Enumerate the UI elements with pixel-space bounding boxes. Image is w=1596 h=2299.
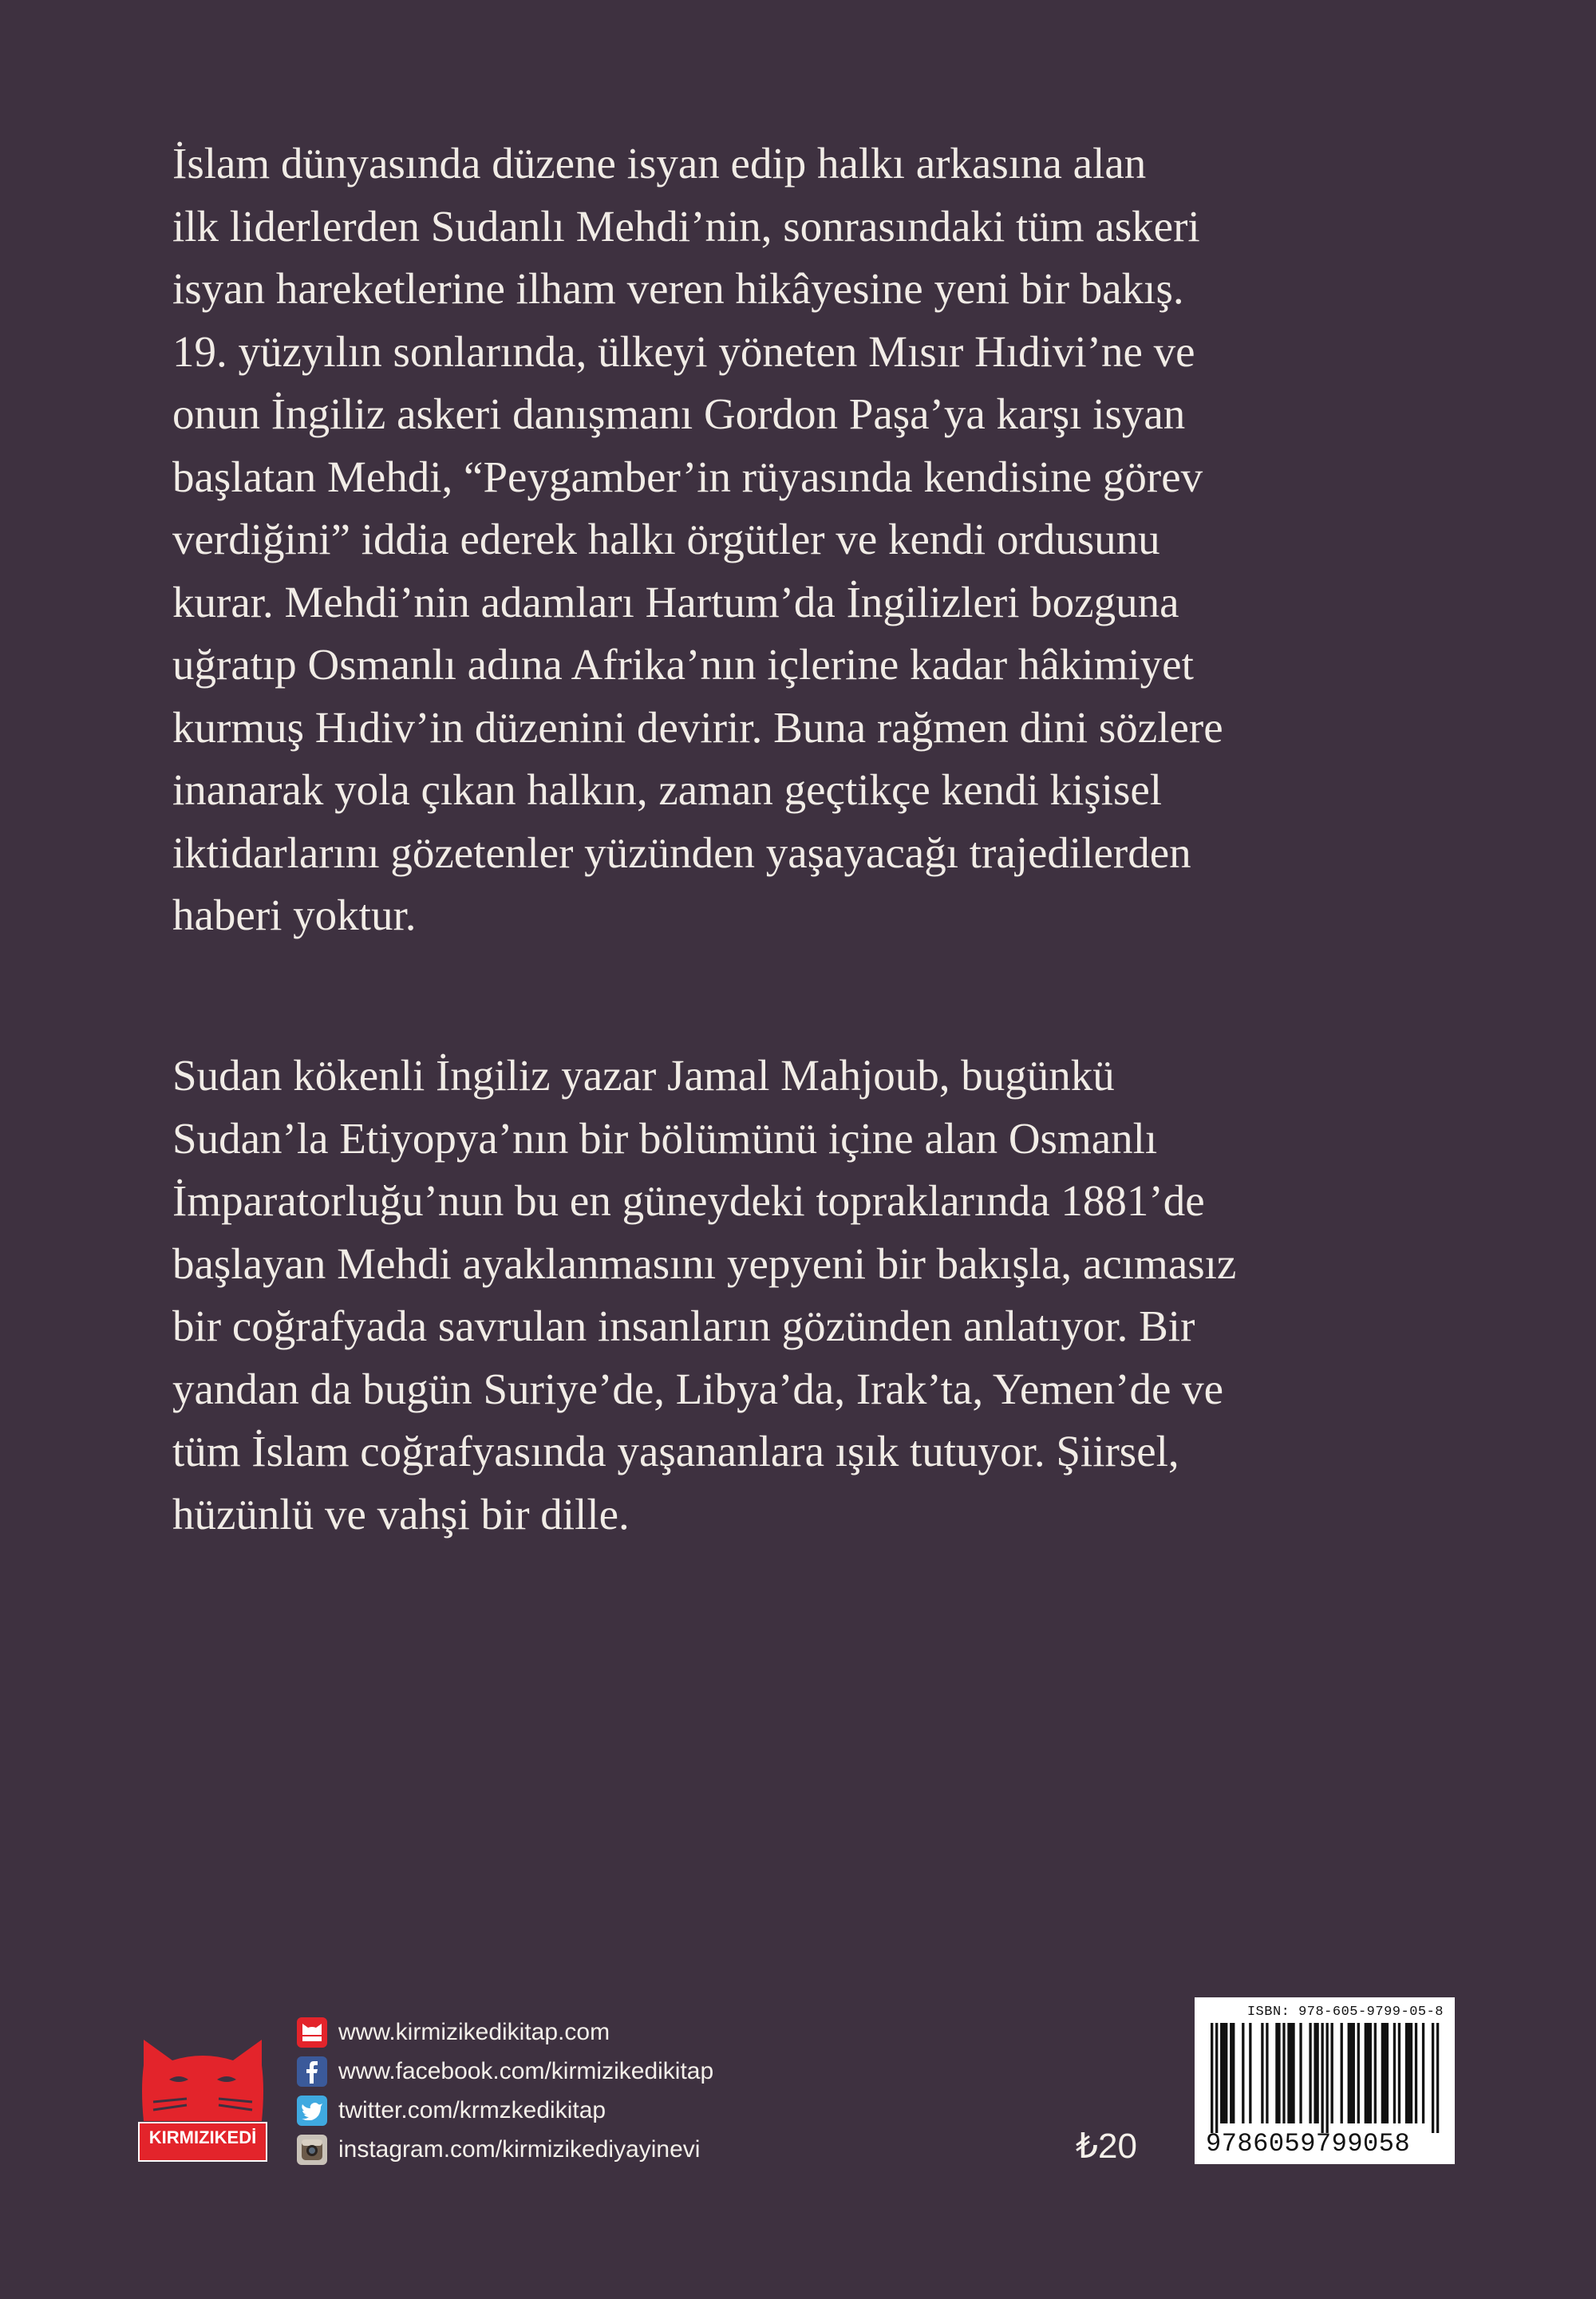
barcode-bar — [1261, 2023, 1263, 2123]
isbn-barcode — [1195, 1997, 1455, 2164]
barcode-bar — [1365, 2023, 1367, 2123]
price-label: ₺20 — [1076, 2127, 1137, 2166]
ean-digits: 9786059799058 — [1206, 2129, 1411, 2159]
barcode-bar — [1348, 2023, 1350, 2123]
text-line: 19. yüzyılın sonlarında, ülkeyi yöneten Mısır Hıdivi’ne ve — [172, 326, 1195, 376]
barcode-bar — [1384, 2023, 1386, 2123]
twitter-link-text: twitter.com/krmzkedikitap — [338, 2096, 606, 2123]
barcode-bar — [1350, 2023, 1353, 2123]
text-line: başlayan Mehdi ayaklanmasını yepyeni bir bakışla, acımasız — [172, 1238, 1237, 1288]
text-line: hüzünlü ve vahşi bir dille. — [172, 1489, 630, 1539]
instagram-link-row[interactable] — [297, 2130, 713, 2169]
barcode-bar — [1220, 2023, 1223, 2123]
text-line: inanarak yola çıkan halkın, zaman geçtikçe kendi kişisel — [172, 765, 1163, 814]
text-line: İmparatorluğu’nun bu en güneydeki topraklarında 1881’de — [172, 1176, 1205, 1225]
twitter-icon — [297, 2096, 327, 2126]
description-paragraph-2 — [172, 1045, 1433, 1546]
text-line: yandan da bugün Suriye’de, Libya’da, Irak’ta, Yemen’de ve — [172, 1364, 1224, 1413]
instagram-icon — [297, 2135, 327, 2165]
text-line: kurmuş Hıdiv’in düzenini devirir. Buna rağmen dini sözlere — [172, 702, 1223, 752]
barcode-bar — [1211, 2023, 1213, 2133]
barcode-bar — [1278, 2023, 1280, 2123]
barcode-bar — [1309, 2023, 1311, 2123]
barcode-bar — [1415, 2023, 1417, 2123]
barcode-bar — [1393, 2023, 1396, 2123]
barcode-bar — [1374, 2023, 1377, 2123]
kirmizikedi-logo — [137, 2033, 268, 2163]
barcode-bar — [1215, 2023, 1218, 2133]
barcode-bar — [1405, 2023, 1408, 2123]
text-line: iktidarlarını gözetenler yüzünden yaşayacağı trajedilerden — [172, 828, 1191, 877]
barcode-bar — [1432, 2023, 1434, 2133]
barcode-bar — [1232, 2023, 1235, 2123]
barcode-bar — [1326, 2023, 1329, 2133]
description-paragraph-1 — [172, 132, 1433, 947]
twitter-link-row[interactable] — [297, 2091, 713, 2130]
barcode-bar — [1422, 2023, 1424, 2123]
text-line: isyan hareketlerine ilham veren hikâyesine yeni bir bakış. — [172, 264, 1184, 313]
logo-wordmark: KIRMIZIKEDİ — [148, 2127, 257, 2147]
barcode-bar — [1408, 2023, 1410, 2123]
publisher-links — [297, 2013, 713, 2169]
text-line: kurar. Mehdi’nin adamları Hartum’da İngilizleri bozguna — [172, 577, 1179, 626]
website-link-text: www.kirmizikedikitap.com — [338, 2018, 610, 2045]
text-line: tüm İslam coğrafyasında yaşananlara ışık tutuyor. Şiirsel, — [172, 1427, 1179, 1475]
facebook-link-row[interactable] — [297, 2052, 713, 2091]
text-line: ilk liderlerden Sudanlı Mehdi’nin, sonrasındaki tüm askeri — [172, 201, 1200, 251]
barcode-bar — [1436, 2023, 1439, 2133]
barcode-bar — [1292, 2023, 1294, 2123]
text-line: haberi yoktur. — [172, 891, 417, 939]
barcode-bar — [1225, 2023, 1227, 2123]
barcode-bar — [1275, 2023, 1278, 2123]
barcode-bar — [1367, 2023, 1369, 2123]
barcode-bars — [1206, 2023, 1444, 2133]
text-line: verdiğini” iddia ederek halkı örgütler ve kendi ordusunu — [172, 515, 1160, 563]
barcode-bar — [1266, 2023, 1268, 2123]
barcode-bar — [1316, 2023, 1318, 2123]
text-line: İslam dünyasında düzene isyan edip halkı arkasına alan — [172, 139, 1147, 188]
barcode-bar — [1357, 2023, 1360, 2123]
text-line: uğratıp Osmanlı adına Afrika’nın içlerine kadar hâkimiyet — [172, 640, 1194, 689]
barcode-bar — [1353, 2023, 1355, 2123]
barcode-bar — [1398, 2023, 1400, 2123]
barcode-bar — [1230, 2023, 1232, 2123]
barcode-bar — [1249, 2023, 1251, 2123]
barcode-bar — [1282, 2023, 1285, 2123]
text-line: onun İngiliz askeri danışmanı Gordon Paşa’ya karşı isyan — [172, 389, 1186, 438]
text-line: başlatan Mehdi, “Peygamber’in rüyasında kendisine görev — [172, 452, 1203, 501]
barcode-bar — [1287, 2023, 1290, 2123]
text-line: bir coğrafyada savrulan insanların gözünden anlatıyor. Bir — [172, 1302, 1195, 1350]
barcode-bar — [1381, 2023, 1384, 2123]
barcode-bar — [1290, 2023, 1292, 2123]
barcode-bar — [1386, 2023, 1389, 2123]
instagram-link-text: instagram.com/kirmizikediyayinevi — [338, 2135, 701, 2163]
barcode-bar — [1223, 2023, 1225, 2123]
isbn-label: ISBN: 978-605-9799-05-8 — [1246, 2005, 1444, 2020]
barcode-bar — [1410, 2023, 1412, 2123]
text-line: Sudan kökenli İngiliz yazar Jamal Mahjoub, bugünkü — [172, 1051, 1115, 1100]
barcode-bar — [1369, 2023, 1372, 2123]
barcode-bar — [1321, 2023, 1323, 2133]
facebook-link-text: www.facebook.com/kirmizikedikitap — [338, 2057, 714, 2084]
barcode-bar — [1331, 2023, 1333, 2123]
barcode-bar — [1299, 2023, 1302, 2123]
text-line: Sudan’la Etiyopya’nın bir bölümünü içine alan Osmanlı — [172, 1113, 1158, 1163]
barcode-bar — [1242, 2023, 1244, 2123]
kirmizikedi-icon — [297, 2017, 327, 2048]
barcode-bar — [1314, 2023, 1316, 2123]
website-link-row[interactable] — [297, 2013, 713, 2052]
barcode-bar — [1341, 2023, 1343, 2123]
facebook-icon — [297, 2056, 327, 2087]
